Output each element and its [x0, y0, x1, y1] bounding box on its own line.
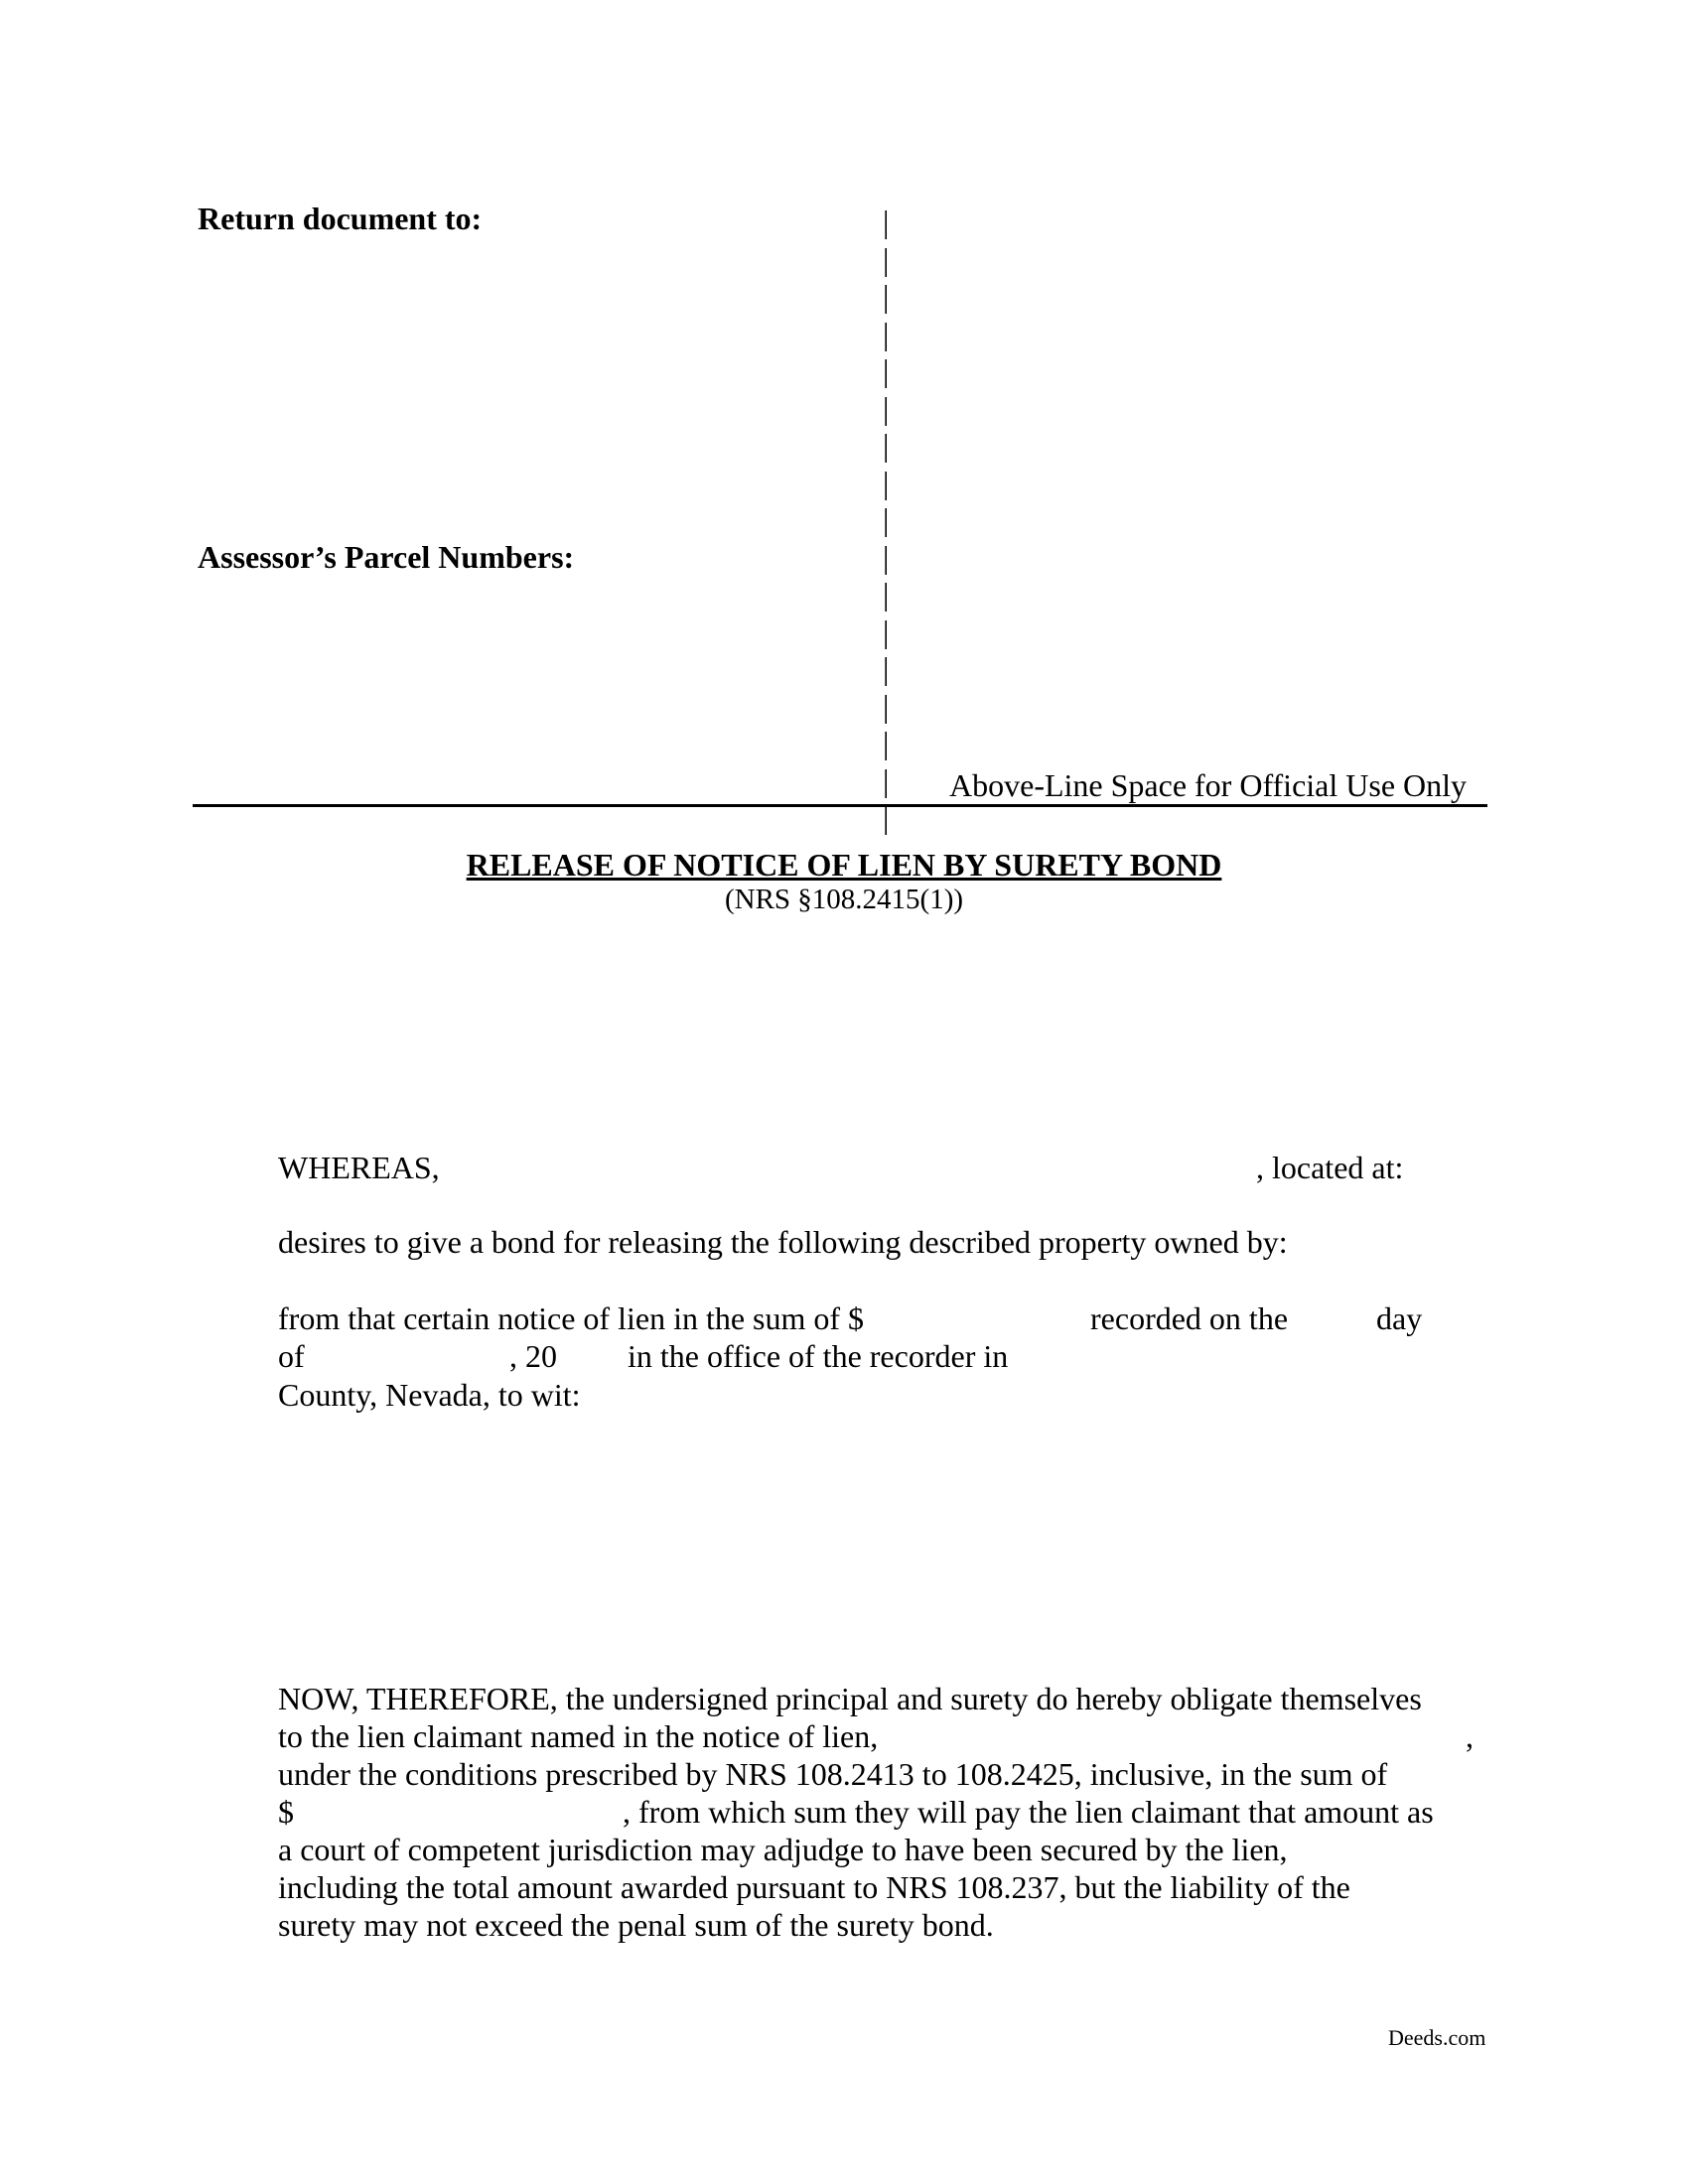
statute-citation: (NRS §108.2415(1)) [724, 884, 964, 915]
year-prefix-text: , 20 [509, 1338, 557, 1374]
desires-text: desires to give a bond for releasing the following described property owned by: [278, 1224, 1288, 1260]
footer-brand: Deeds.com [1388, 2025, 1486, 2050]
parcel-numbers-label: Assessor’s Parcel Numbers: [198, 539, 575, 575]
official-use-label: Above-Line Space for Official Use Only [949, 767, 1468, 803]
of-text: of [278, 1338, 305, 1374]
recorded-on-text: recorded on the [1090, 1300, 1289, 1336]
document-title: RELEASE OF NOTICE OF LIEN BY SURETY BOND [466, 847, 1222, 883]
vertical-divider: | | | | | | | | | | | | | | | | | [883, 204, 890, 835]
now-therefore-line-4: , from which sum they will pay the lien claimant that amount as [623, 1794, 1434, 1830]
now-therefore-line-5: a court of competent jurisdiction may adjudge to have been secured by the lien, [278, 1832, 1288, 1867]
horizontal-rule [193, 804, 1487, 807]
now-therefore-line-3: under the conditions prescribed by NRS 108.2413 to 108.2425, inclusive, in the sum of [278, 1756, 1388, 1792]
day-text: day [1376, 1300, 1423, 1336]
now-therefore-dollar: $ [278, 1794, 294, 1830]
lien-sum-text: from that certain notice of lien in the sum of $ [278, 1300, 865, 1336]
located-at-text: , located at: [1256, 1150, 1404, 1185]
now-therefore-line-7: surety may not exceed the penal sum of the surety bond. [278, 1907, 994, 1943]
county-text: County, Nevada, to wit: [278, 1377, 581, 1413]
now-therefore-line-2-comma: , [1466, 1718, 1474, 1754]
now-therefore-line-2: to the lien claimant named in the notice of lien, [278, 1718, 879, 1754]
whereas-lead: WHEREAS, [278, 1150, 440, 1185]
recorder-office-text: in the office of the recorder in [628, 1338, 1009, 1374]
now-therefore-line-6: including the total amount awarded pursuant to NRS 108.237, but the liability of the [278, 1869, 1350, 1905]
now-therefore-line-1: NOW, THEREFORE, the undersigned principal and surety do hereby obligate themselves [278, 1681, 1422, 1716]
return-document-label: Return document to: [198, 201, 483, 236]
